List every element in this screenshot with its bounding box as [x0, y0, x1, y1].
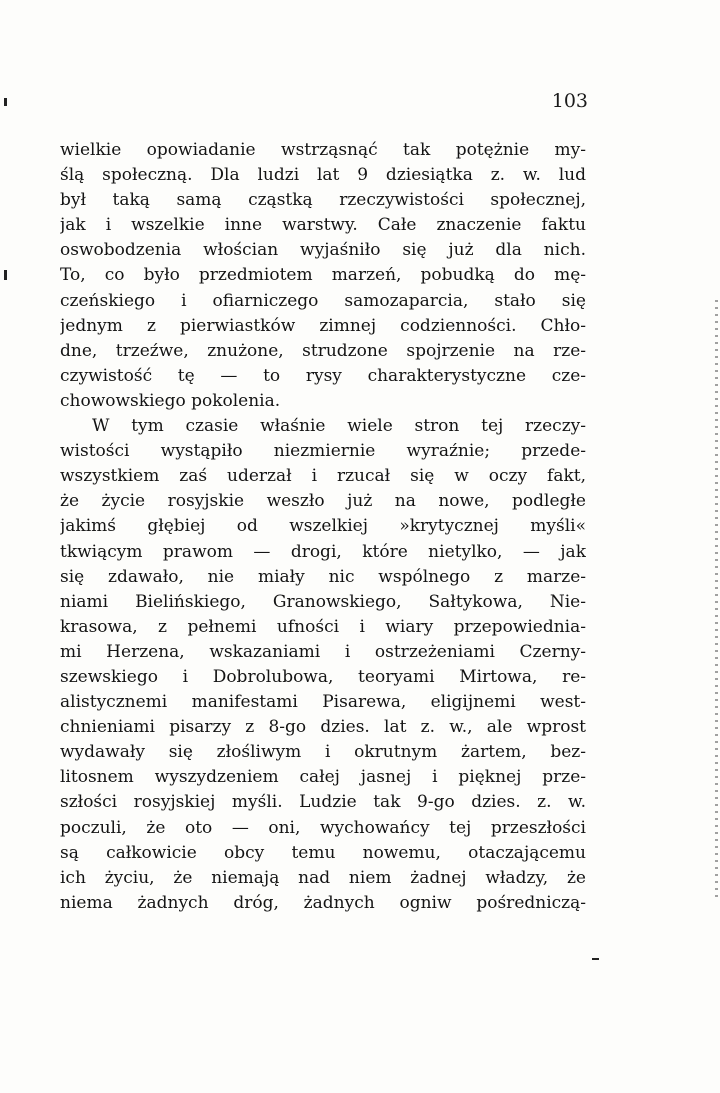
text-line: wszystkiem zaś uderzał i rzucał się w oczy fakt, [60, 466, 586, 487]
text-line: niema żadnych dróg, żadnych ogniw pośredniczą- [60, 892, 586, 913]
text-line: wistości wystąpiło niezmiernie wyraźnie; przede- [60, 441, 586, 462]
text-line: mi Herzena, wskazaniami i ostrzeżeniami Czerny- [60, 641, 586, 662]
body-text [60, 138, 586, 916]
text-line: tkwiącym prawom — drogi, które nietylko, — jak [60, 541, 586, 562]
text-line: się zdawało, nie miały nic wspólnego z marze- [60, 566, 586, 587]
text-line: czeńskiego i ofiarniczego samozaparcia, stało się [60, 290, 586, 311]
text-line: wydawały się złośliwym i okrutnym żartem, bez- [60, 742, 586, 763]
page-number: 103 [551, 90, 588, 112]
text-line: krasowa, z pełnemi ufności i wiary przepowiednia- [60, 616, 586, 637]
text-line: chowowskiego pokolenia. [60, 390, 281, 411]
text-line: są całkowicie obcy temu nowemu, otaczającemu [60, 842, 586, 863]
page-edge-shadow [715, 300, 718, 900]
text-line: alistycznemi manifestami Pisarewa, eligijnemi west- [60, 692, 586, 713]
text-line: W tym czasie właśnie wiele stron tej rzeczy- [92, 416, 586, 437]
text-line: ślą społeczną. Dla ludzi lat 9 dziesiątka z. w. lud [60, 165, 586, 186]
scan-mark-left-top [4, 98, 7, 106]
text-line: jednym z pierwiastków zimnej codzienności. Chło- [60, 315, 586, 336]
scan-mark-left-middle [4, 270, 7, 280]
text-line: jak i wszelkie inne warstwy. Całe znaczenie faktu [60, 215, 586, 236]
text-line: był taką samą cząstką rzeczywistości społecznej, [60, 190, 586, 211]
text-line: ich życiu, że niemają nad niem żadnej władzy, że [60, 867, 586, 888]
text-line: litosnem wyszydzeniem całej jasnej i pięknej prze- [60, 767, 586, 788]
text-line: oswobodzenia włościan wyjaśniło się już dla nich. [60, 240, 586, 261]
text-line: chnieniami pisarzy z 8-go dzies. lat z. w., ale wprost [60, 717, 586, 738]
text-line: To, co było przedmiotem marzeń, pobudką do mę- [60, 265, 586, 286]
text-line: wielkie opowiadanie wstrząsnąć tak potężnie my- [60, 140, 586, 160]
text-line: szewskiego i Dobrolubowa, teoryami Mirtowa, re- [60, 666, 586, 687]
text-line: szłości rosyjskiej myśli. Ludzie tak 9-go dzies. z. w. [60, 792, 586, 813]
text-line: jakimś głębiej od wszelkiej »krytycznej myśli« [60, 516, 586, 537]
text-line: czywistość tę — to rysy charakterystyczne cze- [60, 365, 586, 386]
paragraph-1 [60, 138, 586, 414]
scan-mark-bottom-dash [592, 958, 599, 960]
text-line: poczuli, że oto — oni, wychowańcy tej przeszłości [60, 817, 586, 838]
paragraph-2 [60, 414, 586, 916]
text-line: dne, trzeźwe, znużone, strudzone spojrzenie na rze- [60, 340, 586, 361]
text-line: niami Bielińskiego, Granowskiego, Sałtykowa, Nie- [60, 591, 586, 612]
text-line: że życie rosyjskie weszło już na nowe, podległe [60, 491, 586, 512]
